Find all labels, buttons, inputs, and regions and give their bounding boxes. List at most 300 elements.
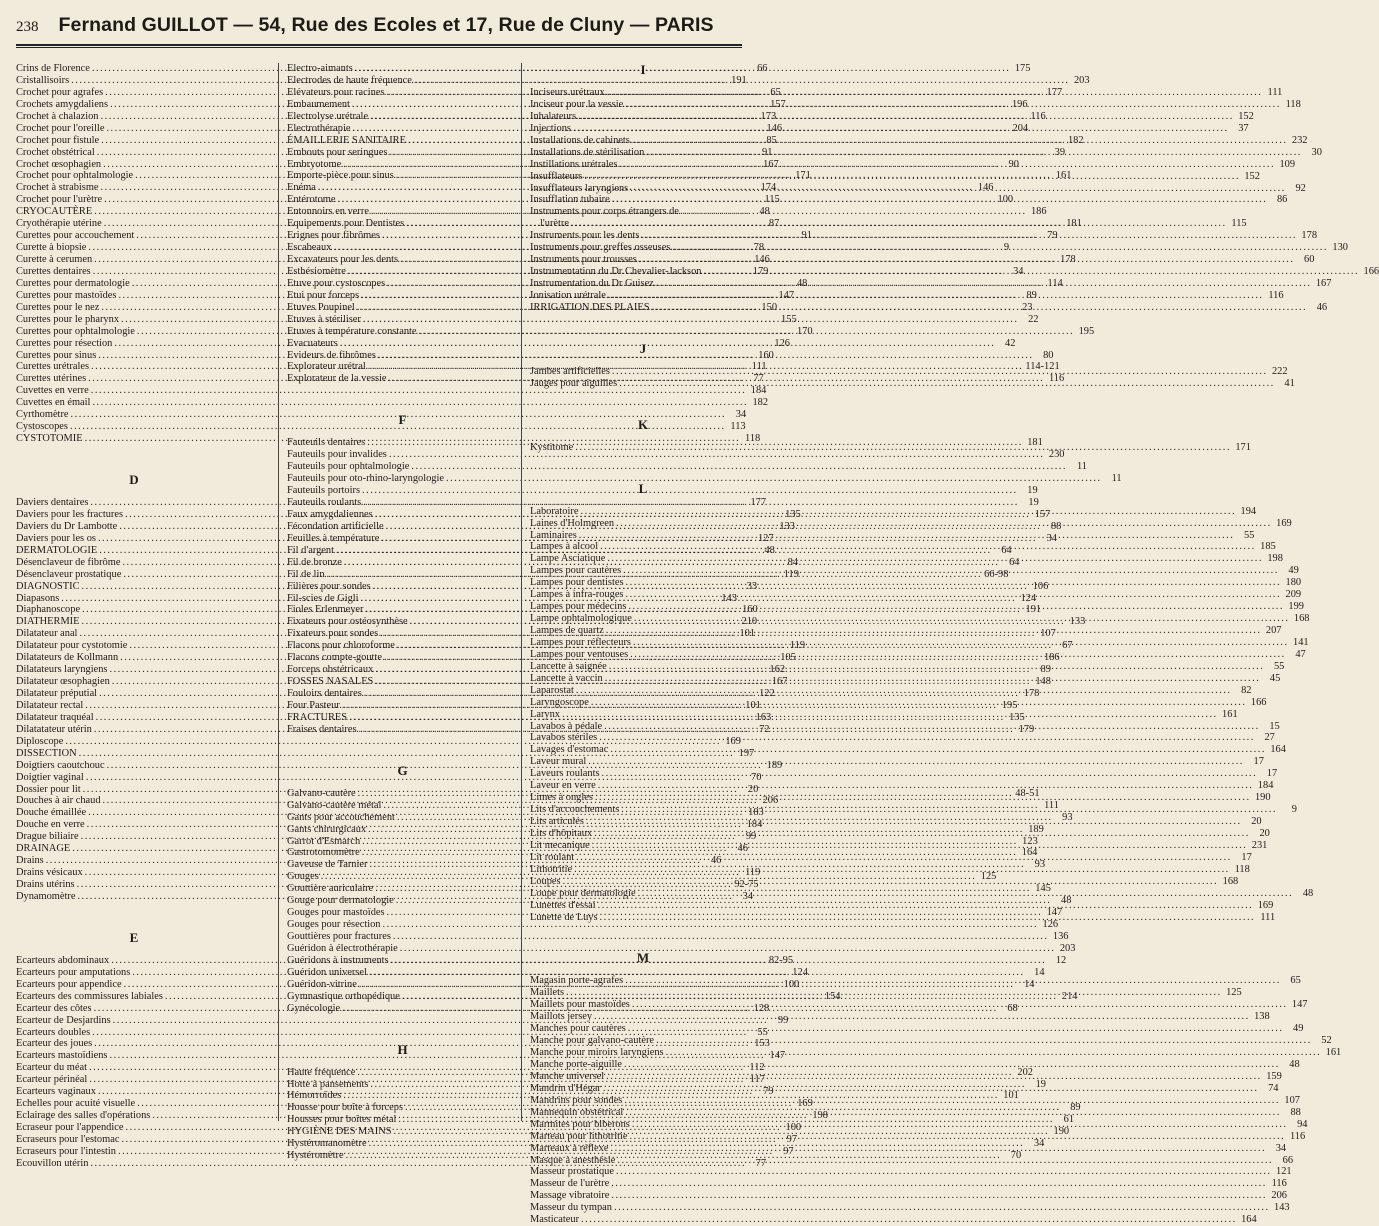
- entry-label: Lits articulés: [530, 816, 584, 827]
- entry-page-number: 19: [1028, 497, 1039, 508]
- index-entry: [287, 485, 1038, 497]
- entry-label: Ecarteurs vaginaux: [16, 1086, 96, 1098]
- entry-page-number: 12: [1055, 954, 1067, 966]
- entry-page-number: 116: [1271, 1178, 1287, 1190]
- entry-page-number: 46: [1316, 301, 1328, 313]
- entry-page-number: 189: [1028, 823, 1044, 835]
- entry-page-number: 191: [731, 74, 747, 86]
- entry-label: Hystéromanomètre: [287, 1138, 367, 1150]
- entry-label: Fraises dentaires: [287, 723, 357, 735]
- entry-label: Lits d'hôpitaux: [530, 827, 593, 839]
- entry-label: Electrothérapie: [287, 122, 351, 134]
- entry-page-number: 202: [1017, 1066, 1033, 1078]
- entry-label: DISSECTION: [16, 747, 77, 759]
- entry-label: Douches à air chaud: [16, 795, 101, 807]
- entry-label: Lampes pour médecins: [530, 601, 627, 613]
- entry-page-number: 141: [1293, 636, 1309, 648]
- entry-label: Evacuateurs: [287, 337, 338, 349]
- entry-label: Larynx: [530, 708, 561, 720]
- leader-dots: [611, 1178, 1267, 1190]
- entry-label: Fixateurs pour sondes: [287, 628, 379, 640]
- entry-label: Inciseurs urétraux: [530, 87, 605, 98]
- entry-page-number: 167: [763, 158, 779, 170]
- entry-page-number: 177: [1046, 86, 1063, 98]
- entry-page-number: 166: [1363, 266, 1379, 278]
- leader-dots: [625, 975, 1281, 987]
- entry-page-number: 9: [1003, 242, 1010, 254]
- entry-label: Maillets: [530, 987, 565, 999]
- entry-page-number: 152: [1238, 110, 1254, 122]
- entry-label: Lavabos stériles: [530, 732, 598, 744]
- entry-page-number: 206: [762, 795, 779, 807]
- entry-label: Lampe Asciatique: [530, 553, 606, 565]
- leader-dots: [656, 1035, 1312, 1047]
- entry-page-number: 37: [1238, 122, 1249, 134]
- leader-dots: [594, 828, 1250, 840]
- entry-label: Lampes pour ventouses: [530, 648, 629, 660]
- entry-label: Gants pour accouchement: [287, 811, 395, 823]
- entry-label: Cuvettes en verre: [16, 385, 89, 397]
- entry-label: Curettes urétrales: [16, 361, 89, 373]
- entry-label: Diapasons: [16, 592, 60, 604]
- entry-label: Dilatatateur utérin: [16, 723, 92, 735]
- index-entry: [287, 919, 1059, 931]
- entry-page-number: 99: [745, 831, 757, 843]
- leader-dots: [600, 912, 1256, 924]
- entry-label: HYGIÈNE DES MAINS: [287, 1126, 392, 1138]
- index-entry: [287, 473, 1122, 485]
- entry-page-number: 111: [1267, 87, 1283, 98]
- entry-label: DIAGNOSTIC: [16, 580, 80, 592]
- entry-label: Filières pour sondes: [287, 580, 371, 592]
- leader-dots: [573, 123, 1229, 135]
- entry-label: Etuves à température constante: [287, 325, 417, 337]
- entry-page-number: 22: [1028, 313, 1039, 325]
- entry-page-number: 116: [1268, 289, 1284, 301]
- entry-label: FOSSES NASALES: [287, 676, 374, 688]
- leader-dots: [641, 230, 1297, 242]
- entry-label: Masseur du tympan: [530, 1202, 612, 1214]
- entry-label: Dilatateurs laryngiens: [16, 664, 108, 676]
- entry-page-number: 197: [738, 747, 755, 759]
- entry-page-number: 33: [746, 580, 758, 592]
- entry-label: Manche porte-aiguille: [530, 1059, 623, 1070]
- entry-label: CYSTOTOMIE: [16, 433, 83, 445]
- entry-label: Dilatateur traquéal: [16, 711, 94, 723]
- entry-page-number: 107: [1040, 628, 1056, 640]
- entry-page-number: 119: [745, 867, 761, 879]
- entry-label: Laveur en verre: [530, 780, 596, 792]
- entry-page-number: 89: [1070, 1102, 1081, 1114]
- entry-label: Diaphanoscope: [16, 604, 81, 616]
- entry-label: Instruments pour trousses: [530, 254, 637, 266]
- entry-page-number: 184: [746, 819, 763, 831]
- entry-page-number: 118: [745, 433, 761, 445]
- entry-page-number: 207: [1265, 625, 1282, 636]
- entry-page-number: 70: [751, 771, 762, 783]
- entry-label: Manche pour galvano-cautère: [530, 1035, 655, 1047]
- entry-page-number: 114-121: [1025, 361, 1060, 373]
- leader-dots: [612, 366, 1268, 378]
- entry-label: Ecarteurs doubles: [16, 1026, 91, 1038]
- entry-label: Fauteuils roulants: [287, 497, 362, 508]
- entry-label: Flacons compte-goutte: [287, 652, 382, 664]
- entry-label: IRRIGATION DES PLAIES: [530, 301, 650, 313]
- entry-label: Crochet œsophagien: [16, 158, 102, 170]
- entry-label: Mandrins pour sondes: [530, 1094, 623, 1106]
- entry-page-number: 34: [1033, 1138, 1045, 1150]
- entry-page-number: 66: [757, 63, 768, 74]
- section-letter: M: [636, 950, 650, 966]
- entry-page-number: 161: [1325, 1047, 1342, 1059]
- entry-page-number: 177: [750, 497, 767, 508]
- entry-label: Lampes pour réflecteurs: [530, 636, 631, 648]
- entry-label: Guéridon-vitrine: [287, 978, 357, 990]
- leader-dots: [614, 1202, 1270, 1214]
- entry-label: Instruments pour greffes osseuses: [530, 242, 671, 254]
- entry-page-number: 154: [824, 990, 841, 1002]
- entry-page-number: 138: [1254, 1011, 1270, 1023]
- entry-label: Ecraseurs pour l'intestin: [16, 1145, 116, 1157]
- leader-dots: [598, 780, 1254, 792]
- entry-label: Lancette à vaccin: [530, 672, 603, 684]
- entry-label: Cryothérapie utérine: [16, 218, 102, 230]
- entry-label: Daviers pour les fractures: [16, 508, 124, 520]
- entry-page-number: 118: [1285, 98, 1301, 110]
- entry-page-number: 79: [763, 1086, 774, 1098]
- section-gap: [287, 385, 518, 403]
- leader-dots: [623, 565, 1279, 577]
- entry-label: Electro-aimants: [287, 63, 353, 74]
- section-gap: [16, 445, 252, 463]
- entry-label: Ecraseurs pour l'estomac: [16, 1133, 120, 1145]
- entry-page-number: 101: [739, 628, 756, 640]
- entry-page-number: 41: [1284, 377, 1295, 389]
- entry-label: Embaumement: [287, 98, 350, 110]
- entry-page-number: 204: [1012, 122, 1029, 134]
- entry-label: Electrodes de haute fréquence: [287, 74, 412, 86]
- entry-page-number: 180: [1285, 577, 1302, 589]
- entry-label: Daviers pour les os: [16, 532, 96, 544]
- entry-page-number: 100: [785, 1122, 802, 1133]
- entry-page-number: 179: [752, 265, 769, 277]
- entry-page-number: 147: [769, 1050, 786, 1062]
- entry-label: Feuilles à température: [287, 532, 380, 544]
- leader-dots: [703, 266, 1359, 278]
- entry-page-number: 111: [1260, 911, 1276, 923]
- entry-label: Lits d'accouchements: [530, 804, 620, 816]
- entry-page-number: 17: [1241, 851, 1252, 863]
- entry-label: Curettes pour mastoïdes: [16, 289, 117, 301]
- entry-page-number: 77: [753, 373, 764, 385]
- leader-dots: [621, 804, 1277, 816]
- entry-label: Etui pour forceps: [287, 289, 360, 301]
- entry-page-number: 49: [1288, 565, 1299, 577]
- entry-label: Elévateurs pour racines: [287, 86, 385, 98]
- section-letter: K: [637, 416, 649, 432]
- entry-page-number: 194: [1240, 505, 1257, 517]
- entry-label: Guéridons à instruments: [287, 954, 389, 966]
- entry-page-number: 82-95: [768, 954, 794, 966]
- entry-page-number: 164: [1241, 1214, 1257, 1226]
- entry-page-number: 97: [786, 1133, 798, 1145]
- entry-page-number: 49: [1293, 1023, 1304, 1035]
- entry-page-number: 124: [792, 966, 808, 978]
- entry-page-number: 184: [750, 385, 767, 397]
- leader-dots: [581, 1214, 1237, 1226]
- entry-label: FRACTURES: [287, 711, 348, 723]
- entry-page-number: 79: [1047, 230, 1058, 242]
- entry-label: Fauteuils pour ophtalmologie: [287, 461, 410, 473]
- entry-label: Crochet pour l'urètre: [16, 194, 103, 206]
- entry-label: Manche universel: [530, 1070, 605, 1082]
- entry-label: Insufflateurs: [530, 170, 583, 182]
- leader-dots: [608, 290, 1264, 302]
- index-entry: [287, 449, 1065, 461]
- entry-page-number: 19: [1035, 1078, 1046, 1090]
- entry-page-number: 222: [1271, 365, 1288, 377]
- leader-dots: [580, 506, 1236, 518]
- entry-page-number: 169: [1276, 517, 1292, 529]
- entry-label: Marteau pour lithotritie: [530, 1130, 628, 1142]
- entry-page-number: 87: [768, 218, 780, 230]
- entry-label: Flacons pour chloroforme: [287, 640, 395, 652]
- leader-dots: [579, 530, 1235, 542]
- entry-label: Inciseur pour la vessie: [530, 98, 624, 110]
- entry-label: Diploscope: [16, 735, 64, 747]
- entry-page-number: 116: [1030, 110, 1046, 122]
- entry-page-number: 111: [751, 361, 767, 373]
- entry-page-number: 203: [1059, 942, 1076, 954]
- entry-page-number: 48: [759, 206, 770, 218]
- entry-page-number: 159: [1266, 1070, 1282, 1082]
- header-rule: [16, 44, 742, 48]
- entry-label: Evideurs de fibrômes: [287, 349, 376, 361]
- entry-label: Gouges pour mastoïdes: [287, 907, 385, 919]
- entry-page-number: 84: [787, 556, 799, 568]
- entry-page-number: 17: [1253, 756, 1264, 768]
- entry-page-number: 66: [1282, 1154, 1294, 1166]
- entry-page-number: 130: [1332, 242, 1348, 254]
- entry-label: Instruments pour corps étrangers de: [530, 206, 679, 218]
- leader-dots: [652, 302, 1308, 314]
- entry-page-number: 160: [758, 349, 774, 361]
- entry-label: Ecouvillon utérin: [16, 1157, 89, 1169]
- entry-label: Doigtiers caoutchouc: [16, 759, 105, 771]
- leader-dots: [588, 756, 1244, 768]
- entry-page-number: 20: [1259, 827, 1270, 839]
- leader-dots: [586, 816, 1242, 828]
- entry-label: Ionisation urétrale: [530, 289, 606, 301]
- entry-page-number: 206: [1271, 1190, 1287, 1202]
- entry-page-number: 133: [779, 520, 795, 532]
- entry-label: Lunette de Luys: [530, 911, 598, 923]
- section-gap: [287, 736, 518, 754]
- index-entry: [530, 1178, 1287, 1190]
- entry-page-number: 148: [1035, 676, 1051, 688]
- entry-page-number: 65: [770, 86, 781, 98]
- leader-dots: [656, 278, 1312, 290]
- entry-label: Curettes pour dermatologie: [16, 277, 130, 289]
- entry-label: Gynécologie: [287, 1002, 341, 1014]
- entry-page-number: 114: [1047, 277, 1063, 289]
- entry-page-number: 117: [749, 1074, 765, 1086]
- entry-page-number: 186: [1030, 206, 1047, 218]
- entry-label: Lit mecanique: [530, 839, 590, 851]
- leader-dots: [619, 159, 1275, 171]
- entry-page-number: 85: [766, 134, 777, 146]
- entry-page-number: 11: [1111, 473, 1122, 485]
- entry-label: Lampe ophtalmologique: [530, 613, 632, 625]
- entry-page-number: 66-98: [984, 568, 1009, 580]
- index-entry: [530, 1214, 1257, 1226]
- leader-dots: [634, 613, 1290, 625]
- entry-label: Forceps obstétricaux: [287, 664, 374, 676]
- entry-label: Dilatateur œsophagien: [16, 676, 110, 688]
- entry-label: DERMATOLOGIE: [16, 544, 98, 556]
- entry-page-number: 119: [789, 640, 806, 652]
- entry-label: Magasin porte-agrafes: [530, 975, 624, 987]
- leader-dots: [632, 135, 1288, 147]
- index-entry: [530, 1166, 1292, 1178]
- entry-page-number: 152: [1244, 170, 1260, 182]
- entry-label: Daviers dentaires: [16, 497, 89, 508]
- entry-label: Lampes pour cautères: [530, 565, 622, 577]
- entry-page-number: 128: [753, 1002, 770, 1014]
- leader-dots: [632, 999, 1288, 1011]
- entry-label: Instrumentation du Dr Chevalier-Jackson: [530, 266, 702, 278]
- entry-page-number: 111: [1044, 799, 1059, 811]
- leader-dots: [606, 1071, 1262, 1083]
- leader-dots: [606, 625, 1262, 637]
- entry-label: Installations de stérilisation: [530, 146, 645, 158]
- leader-dots: [576, 852, 1232, 864]
- entry-page-number: 169: [725, 735, 741, 747]
- entry-label: Massage vibratoire: [530, 1190, 610, 1202]
- entry-page-number: 46: [710, 855, 722, 867]
- entry-label: Maillots jersey: [530, 1011, 593, 1023]
- leader-dots: [576, 685, 1232, 697]
- entry-label: DIATHERMIE: [16, 616, 80, 628]
- entry-label: Gants chirurgicaux: [287, 823, 367, 835]
- entry-page-number: 14: [1034, 966, 1045, 978]
- entry-label: Lampes de quartz: [530, 625, 604, 636]
- entry-label: Drague biliaire: [16, 831, 79, 843]
- entry-label: Entérotome: [287, 194, 336, 206]
- entry-page-number: 68: [1007, 1002, 1018, 1014]
- leader-dots: [591, 697, 1247, 709]
- entry-page-number: 99: [777, 1014, 789, 1026]
- leader-dots: [639, 254, 1295, 266]
- entry-page-number: 123: [1022, 835, 1038, 847]
- leader-dots: [605, 673, 1261, 685]
- page-number: 238: [16, 19, 39, 35]
- entry-page-number: 164: [1021, 847, 1038, 859]
- entry-label: Curettes pour sinus: [16, 349, 97, 361]
- entry-page-number: 203: [1073, 74, 1090, 86]
- entry-label: Ecarteurs des commissures labiales: [16, 990, 163, 1002]
- entry-page-number: 161: [1222, 708, 1238, 720]
- entry-page-number: 175: [1014, 63, 1031, 74]
- entry-label: Doigtier vaginal: [16, 771, 84, 783]
- entry-page-number: 210: [741, 616, 758, 628]
- entry-page-number: 195: [1001, 699, 1018, 711]
- entry-page-number: 195: [1078, 325, 1095, 337]
- entry-page-number: 34: [1046, 532, 1057, 544]
- leader-dots: [628, 1023, 1284, 1035]
- entry-label: Galvano-cautère métal: [287, 799, 382, 811]
- entry-label: Drains: [16, 855, 44, 867]
- entry-page-number: 121: [1276, 1166, 1292, 1178]
- entry-label: Jauges pour aiguilles: [530, 377, 618, 389]
- leader-dots: [584, 171, 1240, 183]
- section-gap: [530, 390, 756, 408]
- entry-label: Curettes pour le pharynx: [16, 313, 120, 325]
- leader-dots: [630, 1131, 1286, 1143]
- entry-page-number: 146: [754, 254, 770, 265]
- entry-page-number: 42: [1005, 337, 1016, 349]
- entry-label: Masseur prostatique: [530, 1166, 614, 1178]
- entry-page-number: 112: [749, 1062, 765, 1074]
- entry-label: Entonnoirs en verre: [287, 206, 369, 218]
- entry-page-number: 182: [752, 397, 769, 409]
- entry-label: Housses pour boîtes métal: [287, 1114, 397, 1126]
- entry-page-number: 157: [1034, 508, 1051, 520]
- entry-page-number: 150: [761, 301, 778, 313]
- leader-dots: [632, 1119, 1288, 1131]
- entry-page-number: 124: [1020, 592, 1037, 604]
- entry-label: Crochet pour fistule: [16, 134, 100, 146]
- entry-page-number: 232: [1291, 134, 1308, 146]
- index-entry: [530, 206, 756, 218]
- entry-label: Curette à biopsie: [16, 242, 87, 254]
- section-gap: [530, 454, 756, 472]
- entry-page-number: 88: [1290, 1106, 1301, 1118]
- entry-label: Fauteuils portoirs: [287, 485, 361, 497]
- entry-label: Laryngoscope: [530, 696, 589, 708]
- leader-dots: [630, 183, 1286, 195]
- entry-page-number: 61: [1063, 1114, 1075, 1126]
- entry-page-number: 178: [1060, 254, 1076, 265]
- entry-page-number: 17: [1266, 768, 1278, 780]
- entry-label: Laparostat: [530, 684, 574, 696]
- entry-label: Mandrin d'Hégar: [530, 1082, 601, 1094]
- entry-page-number: 20: [747, 783, 759, 795]
- entry-page-number: 145: [1035, 883, 1051, 895]
- entry-label: Fauteuils pour oto-rhino-laryngologie: [287, 473, 444, 485]
- entry-label: Injections: [530, 122, 571, 134]
- entry-page-number: 186: [1043, 652, 1060, 664]
- section-gap: [530, 314, 756, 332]
- leader-dots: [646, 147, 1302, 159]
- entry-page-number: 94: [1297, 1118, 1308, 1130]
- entry-label: Embouts pour seringues: [287, 146, 388, 158]
- leader-dots: [571, 218, 1227, 230]
- entry-label: Guéridon à électrothérapie: [287, 942, 398, 954]
- entry-page-number: 155: [781, 313, 797, 325]
- section-letter: L: [638, 480, 648, 496]
- entry-page-number: 116: [1289, 1130, 1306, 1142]
- entry-page-number: 198: [1267, 553, 1283, 565]
- entry-page-number: 147: [1046, 907, 1063, 919]
- entry-page-number: 9: [1291, 804, 1297, 816]
- leader-dots: [633, 637, 1289, 649]
- entry-label: Gouge pour dermatologie: [287, 895, 394, 907]
- entry-label: Laveur mural: [530, 756, 587, 768]
- entry-label: Laminaires: [530, 529, 577, 541]
- leader-dots: [602, 768, 1258, 780]
- leader-dots: [624, 1059, 1280, 1071]
